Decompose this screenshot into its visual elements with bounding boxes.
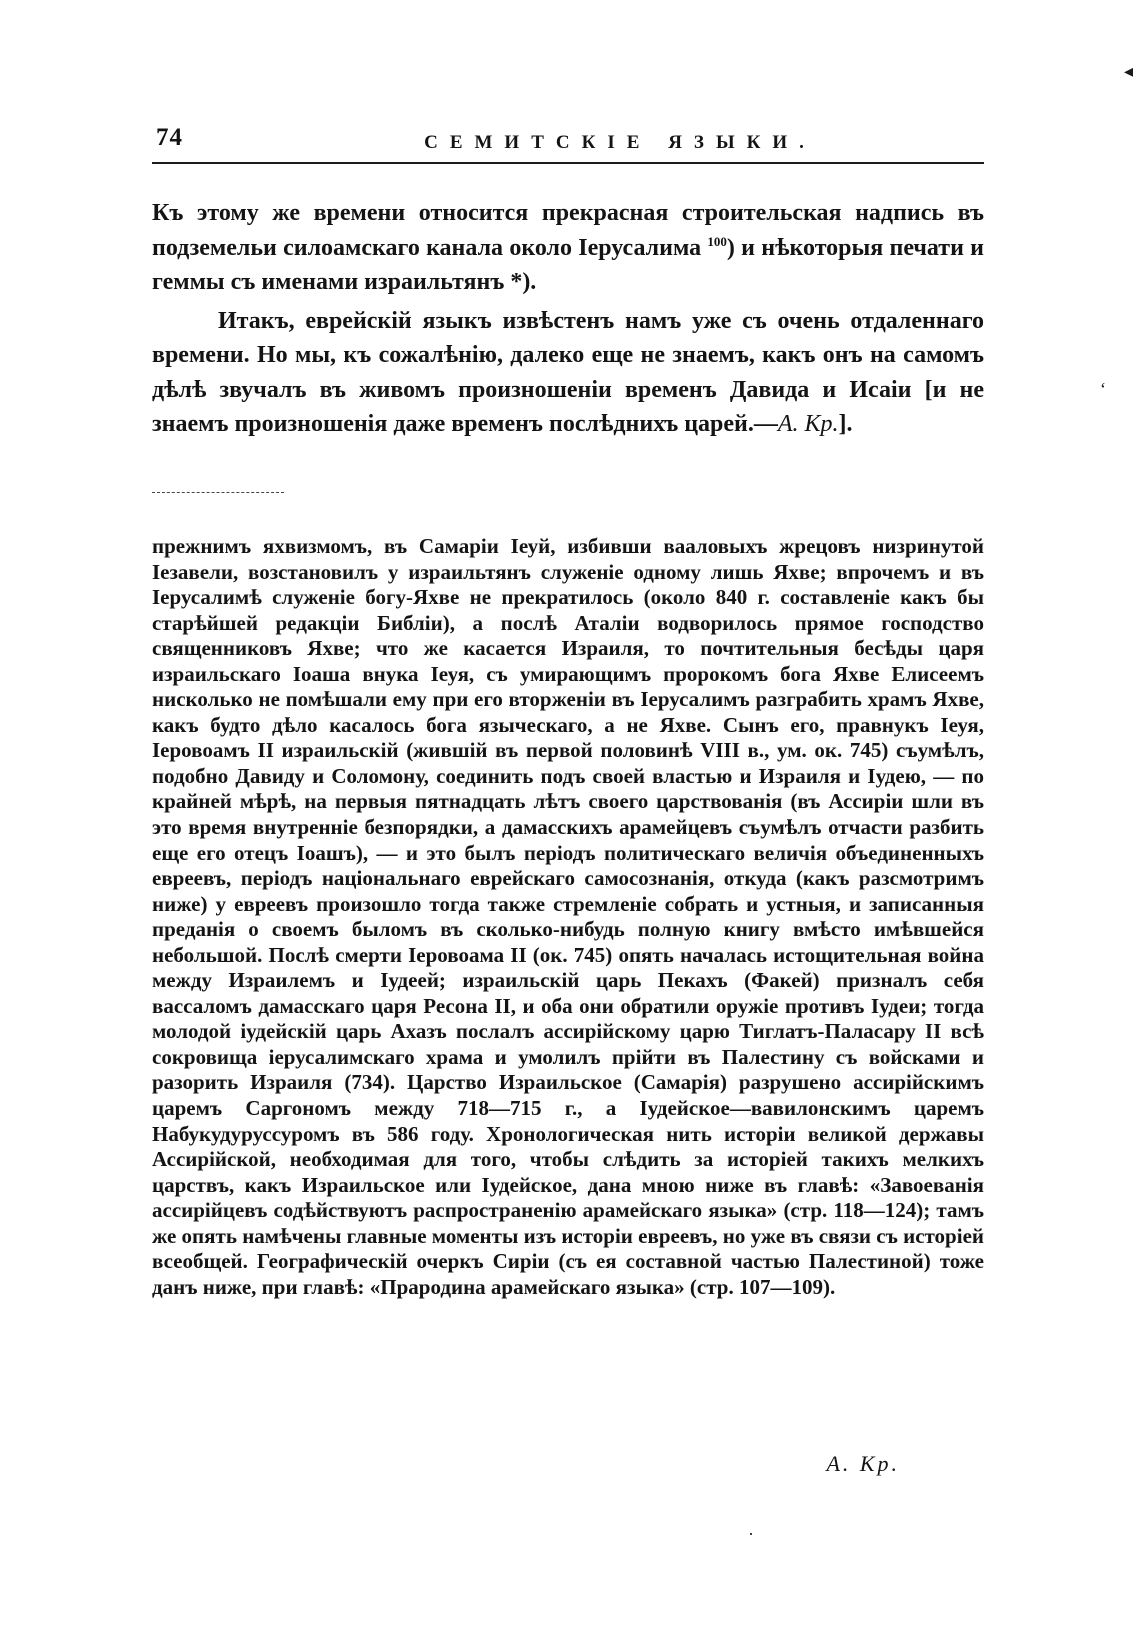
paragraph-1: [152, 196, 984, 300]
reference-mark: 100: [707, 233, 727, 249]
paragraph-1-tail: ) и нѣкоторыя печати и геммы съ именами израильтянъ *).: [152, 234, 985, 295]
margin-mark-middle: ʻ: [1100, 379, 1106, 399]
paragraph-2-closing: ].: [838, 411, 853, 437]
header-rule: [152, 162, 984, 164]
footnote-rule: [152, 492, 284, 493]
margin-dot: ·: [748, 1524, 754, 1544]
paragraph-2-signature: А. Кр.: [777, 411, 839, 437]
footnote-signature: А. Кр.: [826, 1451, 900, 1476]
main-text: [152, 196, 984, 442]
footnote-text: прежнимъ яхвизмомъ, въ Самарiи Iеуй, избивши вааловыхъ жрецовъ низринутой Iезавели, возстановилъ у израильтянъ служенiе одному лишь Яхве; впрочемъ и въ Iерусалимѣ служенiе богу-Яхве не прекратилось (около 840 г. составленiе какъ бы старѣйшей редакцiи Библiи), а послѣ Аталiи водворилось прямое господство священниковъ Яхве; что же касается Израиля, то почтительныя бесѣды царя израильскаго Iоаша внука Iеуя, съ умирающимъ пророкомъ бога Яхве Елисеемъ нисколько не помѣшали ему при его вторженiи въ Iерусалимъ разграбить храмъ Яхве, какъ будто дѣло касалось бога языческаго, а не Яхве. Сынъ его, правнукъ Iеуя, Iеровоамъ II израильскiй (жившiй въ первой половинѣ VIII в., ум. ок. 745) съумѣлъ, подобно Давиду и Соломону, соединить подъ своей властью и Израиля и Iудею, — по крайней мѣрѣ, на первыя пятнадцать лѣтъ своего царствованiя (въ Ассирiи шли въ это время внутреннiе безпорядки, а дамасскихъ арамейцевъ съумѣлъ отчасти разбить еще его отецъ Iоашъ), — и это былъ перiодъ политическаго величiя объединенныхъ евреевъ, перiодъ нацiональнаго еврейскаго самосознанiя, откуда (какъ разсмотримъ ниже) у евреевъ произошло тогда также стремленiе собрать и устныя, и записанныя преданiя о своемъ быломъ въ сколько-нибудь полную книгу вмѣсто имѣвшейся небольшой. Послѣ смерти Iеровоама II (ок. 745) опять началась истощительная война между Израилемъ и Iудеей; израильскiй царь Пекахъ (Факей) призналъ себя вассаломъ дамасскаго царя Ресона II, и оба они обратили оружiе противъ Iудеи; тогда молодой iудейскiй царь Ахазъ послалъ ассирiйскому царю Тиглатъ-Паласару II всѣ сокровища iерусалимскаго храма и умолилъ прiйти въ Палестину съ войсками и разорить Израиля (734). Царство Израильское (Самарiя) разрушено ассирiйскимъ царемъ Саргономъ между 718—715 г., а Iудейское—вавилонскимъ царемъ Набукудуруссуромъ въ 586 году. Хронологическая нить исторiи великой державы Ассирiйской, необходимая для того, чтобы слѣдить за исторiей такихъ мелкихъ царствъ, какъ Израильское или Iудейское, дана мною ниже въ главѣ: «Завоеванiя ассирiйцевъ содѣйствуютъ распространенiю арамейскаго языка» (стр. 118—124); тамъ же опять намѣчены главные моменты изъ исторiи евреевъ, но уже въ связи съ исторiей всеобщей. Географическiй очеркъ Сирiи (съ ея составной частью Палестиной) тоже данъ ниже, при главѣ: «Прародина арамейскаго языка» (стр. 107—109).: [152, 534, 984, 1299]
paragraph-2: [152, 304, 984, 442]
running-head: СЕМИТСКIЕ ЯЗЫКИ.: [424, 132, 816, 153]
margin-mark-top: ◂: [1124, 61, 1134, 81]
page-number: 74: [156, 124, 183, 151]
paragraph-2-text: Итакъ, еврейскiй языкъ извѣстенъ намъ уже съ очень отдаленнаго времени. Но мы, къ сожалѣнiю, далеко еще не знаемъ, какъ онъ на самомъ дѣлѣ звучалъ въ живомъ произношенiи временъ Давида и Исаiи [и не знаемъ произношенiя даже временъ послѣднихъ царей.—: [152, 307, 984, 437]
paragraph-1-text: Къ этому же времени относится прекрасная строительская надпись въ подземельи силоамскаго канала около Iерусалима: [152, 200, 984, 261]
